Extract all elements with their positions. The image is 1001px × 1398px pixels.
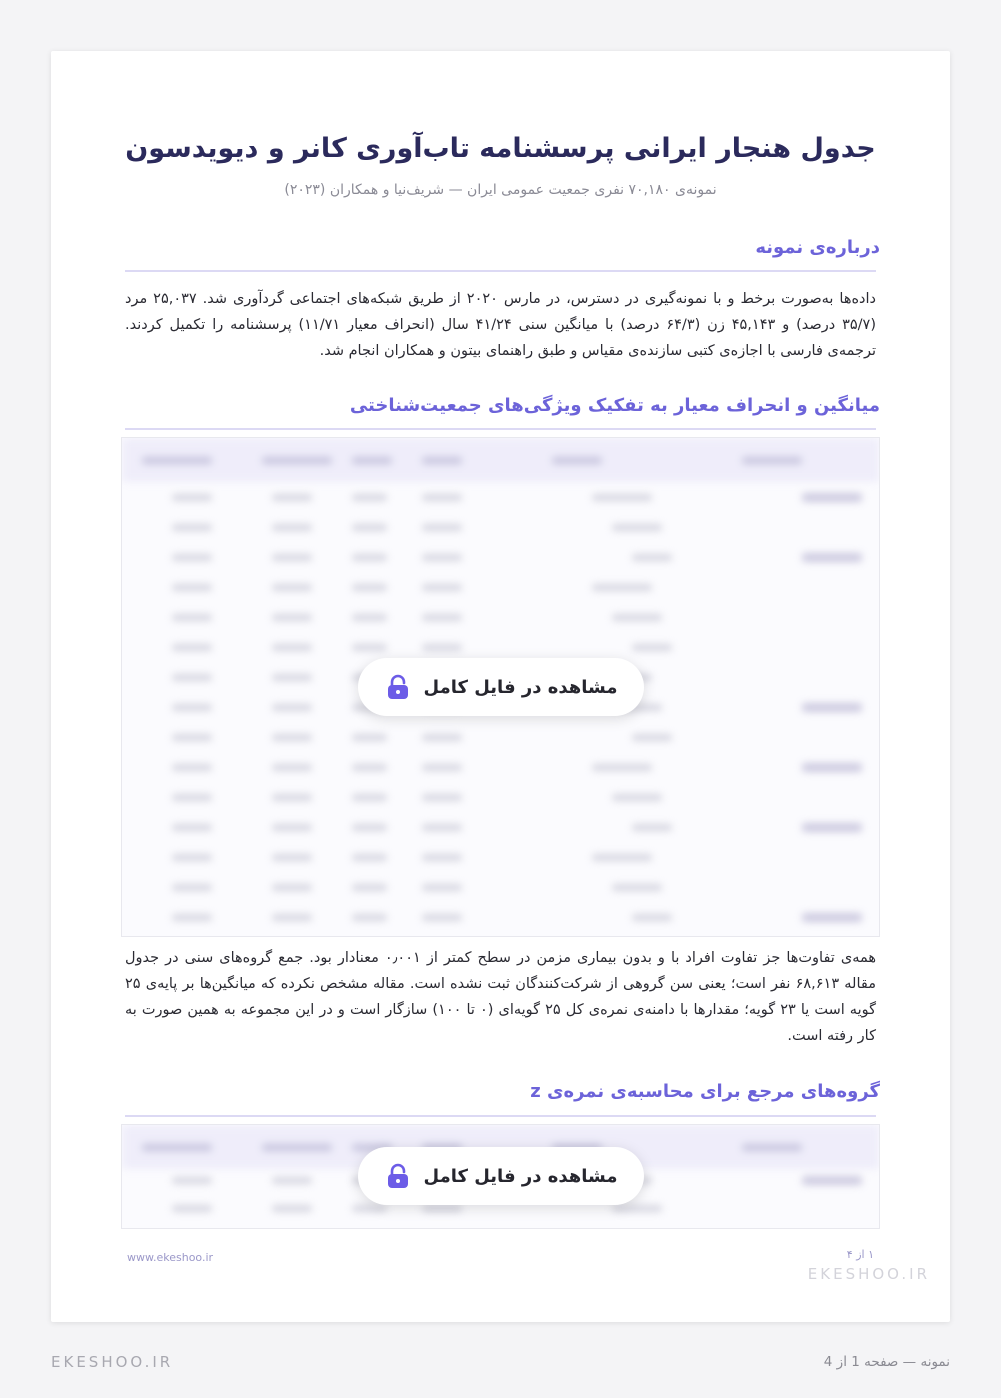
blurred-cell bbox=[422, 884, 462, 891]
blurred-cell bbox=[352, 584, 387, 591]
blurred-cell bbox=[612, 614, 662, 621]
blurred-cell bbox=[352, 794, 387, 801]
blurred-header-cell bbox=[352, 457, 392, 464]
blurred-cell bbox=[272, 854, 312, 861]
blurred-cell bbox=[272, 794, 312, 801]
blurred-cell bbox=[422, 794, 462, 801]
blurred-group-label bbox=[802, 1176, 862, 1185]
blurred-group-label bbox=[802, 913, 862, 922]
blurred-cell bbox=[632, 824, 672, 831]
blurred-header-cell bbox=[262, 1144, 332, 1151]
blurred-cell bbox=[632, 644, 672, 651]
blurred-header-cell bbox=[552, 457, 602, 464]
outer-brand: EKESHOO.IR bbox=[51, 1353, 174, 1371]
blurred-cell bbox=[632, 554, 672, 561]
blurred-cell bbox=[272, 914, 312, 921]
blurred-cell bbox=[172, 674, 212, 681]
blurred-cell bbox=[352, 494, 387, 501]
blurred-cell bbox=[172, 614, 212, 621]
blurred-cell bbox=[612, 884, 662, 891]
blurred-cell bbox=[612, 794, 662, 801]
blurred-cell bbox=[352, 554, 387, 561]
blurred-cell bbox=[172, 734, 212, 741]
blurred-cell bbox=[352, 644, 387, 651]
blurred-cell bbox=[632, 914, 672, 921]
blurred-cell bbox=[272, 494, 312, 501]
blurred-header-cell bbox=[742, 457, 802, 464]
blurred-cell bbox=[172, 914, 212, 921]
blurred-cell bbox=[592, 494, 652, 501]
blurred-cell bbox=[592, 584, 652, 591]
blurred-cell bbox=[352, 524, 387, 531]
blurred-cell bbox=[352, 914, 387, 921]
unlock-icon bbox=[384, 673, 412, 701]
section-divider bbox=[125, 270, 876, 272]
blurred-header-cell bbox=[142, 1144, 212, 1151]
blurred-cell bbox=[352, 614, 387, 621]
blurred-cell bbox=[172, 764, 212, 771]
blurred-cell bbox=[422, 584, 462, 591]
footer-page-number: ۱ از ۴ bbox=[846, 1248, 874, 1261]
blurred-cell bbox=[422, 764, 462, 771]
blurred-cell bbox=[172, 494, 212, 501]
blurred-cell bbox=[272, 674, 312, 681]
blurred-cell bbox=[612, 1205, 662, 1212]
blurred-cell bbox=[272, 734, 312, 741]
blurred-group-label bbox=[802, 703, 862, 712]
footer-watermark: EKESHOO.IR bbox=[807, 1265, 930, 1283]
blurred-cell bbox=[172, 854, 212, 861]
blurred-group-label bbox=[802, 553, 862, 562]
blurred-cell bbox=[352, 1205, 387, 1212]
section-heading-demographics: میانگین و انحراف معیار به تفکیک ویژگی‌های جمعیت‌شناختی bbox=[349, 395, 880, 416]
blurred-cell bbox=[422, 554, 462, 561]
blurred-cell bbox=[172, 824, 212, 831]
blurred-cell bbox=[422, 824, 462, 831]
blurred-cell bbox=[422, 614, 462, 621]
blurred-cell bbox=[422, 854, 462, 861]
footer-url: www.ekeshoo.ir bbox=[127, 1251, 214, 1264]
blurred-cell bbox=[632, 734, 672, 741]
blurred-cell bbox=[272, 644, 312, 651]
blurred-table-reference-groups bbox=[121, 1124, 880, 1229]
section-heading-reference-groups: گروه‌های مرجع برای محاسبه‌ی نمره‌ی z bbox=[530, 1081, 880, 1102]
blurred-header-cell bbox=[142, 457, 212, 464]
blurred-cell bbox=[172, 554, 212, 561]
blurred-cell bbox=[272, 884, 312, 891]
blurred-cell bbox=[172, 884, 212, 891]
blurred-cell bbox=[272, 1205, 312, 1212]
blurred-cell bbox=[172, 1177, 212, 1184]
blurred-cell bbox=[352, 884, 387, 891]
blurred-header-cell bbox=[262, 457, 332, 464]
document-page bbox=[51, 51, 950, 1322]
blurred-table-demographics bbox=[121, 437, 880, 937]
blurred-cell bbox=[272, 614, 312, 621]
blurred-cell bbox=[172, 704, 212, 711]
blurred-cell bbox=[272, 554, 312, 561]
blurred-cell bbox=[422, 1205, 462, 1212]
blurred-cell bbox=[272, 704, 312, 711]
blurred-header-cell bbox=[742, 1144, 802, 1151]
unlock-icon bbox=[384, 1162, 412, 1190]
blurred-cell bbox=[272, 764, 312, 771]
blurred-cell bbox=[172, 794, 212, 801]
blurred-cell bbox=[272, 824, 312, 831]
blurred-cell bbox=[422, 494, 462, 501]
blurred-cell bbox=[352, 824, 387, 831]
blurred-cell bbox=[592, 854, 652, 861]
blurred-cell bbox=[172, 584, 212, 591]
demographics-note-paragraph: همه‌ی تفاوت‌ها جز تفاوت افراد با و بدون بیماری مزمن در سطح کمتر از ۰٫۰۰۱ معنادار بود. جمع گروه‌های سنی در جدول مقاله ۶۸,۶۱۳ نفر است؛ یعنی سن گروهی از شرکت‌کنندگان ثبت نشده است. مقاله مشخص نکرده که میانگین‌ها بر پایه‌ی ۲۵ گویه است یا ۲۳ گویه؛ مقدارها با دامنه‌ی نمره‌ی کل ۲۵ گویه‌ای (۰ تا ۱۰۰) سازگار است و در این مجموعه به همین صورت به کار رفته است. bbox=[125, 950, 877, 1044]
sample-paragraph: داده‌ها به‌صورت برخط و با نمونه‌گیری در دسترس، در مارس ۲۰۲۰ از طریق شبکه‌های اجتماعی گردآوری شد. ۲۵,۰۳۷ مرد (۳۵/۷ درصد) و ۴۵,۱۴۳ زن (۶۴/۳ درصد) با میانگین سنی ۴۱/۲۴ سال (انحراف معیار ۱۱/۷۱) پرسشنامه را تکمیل کردند. ترجمه‌ی فارسی با اجازه‌ی کتبی سازنده‌ی مقیاس و طبق راهنمای بیتون و همکاران انجام شد. bbox=[125, 291, 876, 359]
blurred-cell bbox=[172, 644, 212, 651]
document-subtitle: نمونه‌ی ۷۰,۱۸۰ نفری جمعیت عمومی ایران — شریف‌نیا و همکاران (۲۰۲۳) bbox=[284, 182, 717, 198]
blurred-cell bbox=[422, 734, 462, 741]
blurred-header-cell bbox=[422, 457, 462, 464]
blurred-group-label bbox=[802, 493, 862, 502]
blurred-cell bbox=[352, 854, 387, 861]
view-full-file-label: مشاهده در فایل کامل bbox=[423, 1165, 618, 1187]
blurred-cell bbox=[422, 644, 462, 651]
view-full-file-label: مشاهده در فایل کامل bbox=[423, 676, 618, 698]
blurred-cell bbox=[352, 734, 387, 741]
blurred-cell bbox=[172, 1205, 212, 1212]
blurred-cell bbox=[612, 524, 662, 531]
blurred-cell bbox=[272, 524, 312, 531]
document-title: جدول هنجار ایرانی پرسشنامه تاب‌آوری کانر و دیویدسون bbox=[125, 133, 876, 164]
outer-page-label: نمونه — صفحه 1 از 4 bbox=[823, 1354, 950, 1370]
blurred-group-label bbox=[802, 763, 862, 772]
blurred-cell bbox=[272, 584, 312, 591]
blurred-cell bbox=[352, 764, 387, 771]
section-divider bbox=[125, 1115, 876, 1117]
view-full-file-button[interactable] bbox=[358, 658, 644, 716]
section-divider bbox=[125, 428, 876, 430]
blurred-cell bbox=[422, 914, 462, 921]
blurred-cell bbox=[172, 524, 212, 531]
blurred-group-label bbox=[802, 823, 862, 832]
section-heading-sample: درباره‌ی نمونه bbox=[755, 237, 880, 258]
blurred-cell bbox=[272, 1177, 312, 1184]
blurred-cell bbox=[592, 764, 652, 771]
view-full-file-button[interactable] bbox=[358, 1147, 644, 1205]
blurred-cell bbox=[422, 524, 462, 531]
